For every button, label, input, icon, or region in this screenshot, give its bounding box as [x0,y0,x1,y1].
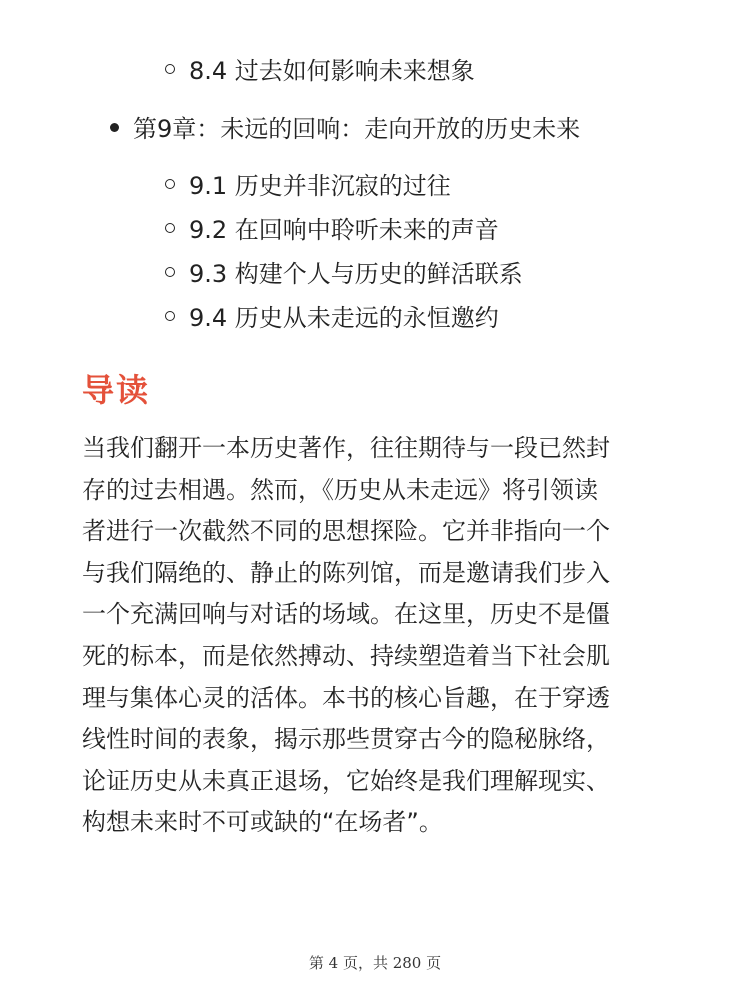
toc-item-label: 8.4 过去如何影响未来想象 [189,57,475,85]
toc-item-label: 9.4 历史从未走远的永恒邀约 [189,304,499,332]
toc-chapter-label: 第9章：未远的回响：走向开放的历史未来 [133,115,581,143]
page-number-footer: 第 4 页，共 280 页 [308,954,442,972]
paragraph-line: 存的过去相遇。然而，《历史从未走远》将引领读 [82,475,598,504]
hollow-bullet-icon [165,267,175,277]
toc-item-9-3 [165,258,523,290]
paragraph-line: 当我们翻开一本历史著作，往往期待与一段已然封 [82,434,610,462]
toc-item-label: 9.1 历史并非沉寂的过往 [189,172,451,200]
hollow-bullet-icon [165,223,175,233]
toc-chapter-9 [110,112,580,146]
paragraph-line: 死的标本，而是依然搏动、持续塑造着当下社会肌 [82,641,610,670]
paragraph-line: 论证历史从未真正退场，它始终是我们理解现实、 [82,766,610,795]
hollow-bullet-icon [165,311,175,321]
paragraph-line: 构想未来时不可或缺的“在场者”。 [82,808,443,837]
toc-item-8-4 [165,55,475,87]
paragraph-line: 理与集体心灵的活体。本书的核心旨趣，在于穿透 [82,683,610,712]
paragraph-line: 线性时间的表象，揭示那些贯穿古今的隐秘脉络， [82,725,610,754]
toc-item-label: 9.2 在回响中聆听未来的声音 [189,216,499,244]
paragraph-line: 与我们隔绝的、静止的陈列馆，而是邀请我们步入 [82,558,610,587]
hollow-bullet-icon [165,64,175,74]
paragraph-line: 者进行一次截然不同的思想探险。它并非指向一个 [82,517,610,546]
toc-item-9-1 [165,170,451,202]
section-heading: 导读 [82,371,151,409]
intro-paragraph [82,428,682,844]
hollow-bullet-icon [165,179,175,189]
toc-item-label: 9.3 构建个人与历史的鲜活联系 [189,260,523,288]
toc-item-9-2 [165,214,499,246]
toc-item-9-4 [165,302,499,334]
filled-bullet-icon [110,123,119,132]
paragraph-line: 一个充满回响与对话的场域。在这里，历史不是僵 [82,600,610,629]
